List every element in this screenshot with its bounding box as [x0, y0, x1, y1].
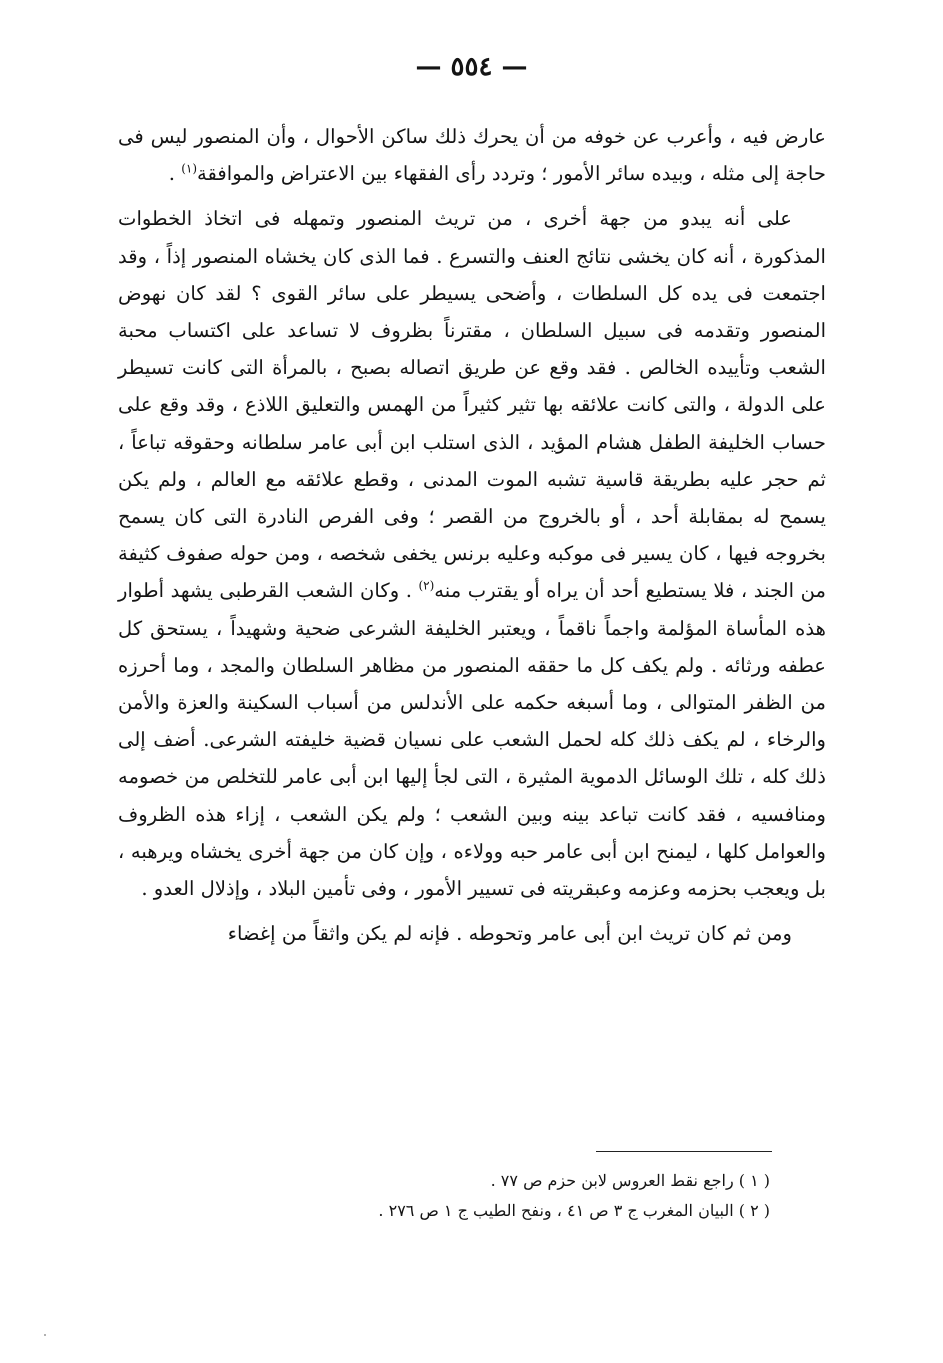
paragraph-2-line-5: على اكتساب محبة الشعب وتأييده الخالص . فقد وقع عن طريق اتصاله بصبح ،: [118, 319, 826, 380]
paragraph-2-line-2: المذكورة ، أنه كان يخشى نتائج العنف والتسرع . فما الذى كان يخشاه المنصور: [192, 244, 826, 268]
footnotes: [200, 1166, 770, 1226]
paragraph-2-line-11: وعليه برنس يخفى شخصه ، ومن حوله صفوف كثيفة من الجند ، فلا يستطيع: [118, 542, 826, 603]
paragraph-2-line-9: المدنى ، وقطع علائقه مع العالم ، ولم يكن يسمح له بمقابلة أحد ، أو بالخروج من: [118, 467, 826, 529]
paragraph-2-line-6: بالمرأة التى كانت تسيطر على الدولة ، والتى كانت علائقه بها تثير كثيراً من الهمس: [118, 356, 826, 417]
body-text: [118, 118, 826, 952]
footnote-ref-1: (١): [181, 161, 198, 176]
paragraph-3-line-1: ومن ثم كان تريث ابن أبى عامر وتحوطه . فإنه لم يكن واثقاً من إغضاء: [227, 922, 792, 946]
paragraph-2-line-10: القصر ؛ وفى الفرص النادرة التى كان يسمح بخروجه فيها ، كان يسير فى موكبه: [118, 505, 826, 566]
paragraph-2-line-1: على أنه يبدو من جهة أخرى ، من تريث المنصور وتمهله فى اتخاذ الخطوات: [118, 207, 792, 231]
page-number: — ٥٥٤ —: [415, 52, 528, 82]
paragraph-2-end: . وكان الشعب القرطبى يشهد أطوار هذه المأساة المؤلمة واجماً ناقماً ، ويعتبر الخليفة الشرعى ضحية وشهيداً ، يستحق كل عطفه ورثائه . ولم يكف كل ما حققه المنصور من مظاهر السلطان والمجد ، وما أحرزه من الظفر المتوالى ، وما أسبغه حكمه على الأندلس من أسباب السكينة والعزة والأمن والرخاء ، لم يكف ذلك كله لحمل الشعب على نسيان قضية خليفته الشرعى. أضف إلى ذلك كله ، تلك الوسائل الدموية المثيرة ، التى لجأ إليها ابن أبى عامر للتخلص من خصومه ومنافسيه ، فقد كانت تباعد بينه وبين الشعب ؛ ولم يكن الشعب ، إزاء هذه الظروف والعوامل كلها ، ليمنح ابن أبى عامر حبه وولاءه ، وإن كان من جهة أخرى يخشاه ويرهبه ، بل ويعجب بحزمه وعزمه وعبقريته فى تسيير الأمور ، وفى تأمين البلاد ، وإذلال العدو .: [118, 579, 826, 901]
footnote-ref-2: (٢): [418, 578, 435, 593]
paragraph-1-line-2: ليس فى حاجة إلى مثله ، وبيده سائر الأمور ؛ وتردد رأى الفقهاء بين الاعتراض: [118, 125, 826, 186]
footnote-1: ( ١ ) راجع نقط العروس لابن حزم ص ٧٧ .: [490, 1171, 770, 1190]
footnote-2: ( ٢ ) البيان المغرب ج ٣ ص ٤١ ، ونفح الطيب ج ١ ص ٢٧٦ .: [378, 1201, 770, 1220]
paragraph-2: [118, 200, 826, 907]
paragraph-1-tail: والموافقة: [197, 162, 275, 186]
paragraph-2-line-7: والتعليق اللاذع ، وقد وقع على حساب الخليفة الطفل هشام المؤيد ، الذى استلب: [118, 393, 826, 454]
footnote-divider: [596, 1151, 772, 1152]
paragraph-1: [118, 118, 826, 192]
paragraph-2-line-8: ابن أبى عامر سلطانه وحقوقه تباعاً ، ثم حجر عليه بطريقة قاسية تشبه الموت: [118, 430, 826, 491]
paper-speck: [44, 1334, 46, 1336]
paragraph-2-line-3: إذاً ، وقد اجتمعت فى يده كل السلطات ، وأضحى يسيطر على سائر القوى ؟: [118, 244, 827, 305]
paragraph-3: [118, 915, 826, 952]
paragraph-1-end: .: [168, 162, 182, 186]
paragraph-2-line-4: لقد كان نهوض المنصور وتقدمه فى سبيل السلطان ، مقترناً بظروف لا تساعد: [118, 281, 827, 343]
paragraph-1-line-1: عارض فيه ، وأعرب عن خوفه من أن يحرك ذلك ساكن الأحوال ، وأن المنصور: [194, 125, 826, 148]
paragraph-2-tail: أحد أن يراه أو يقترب منه: [434, 579, 639, 603]
